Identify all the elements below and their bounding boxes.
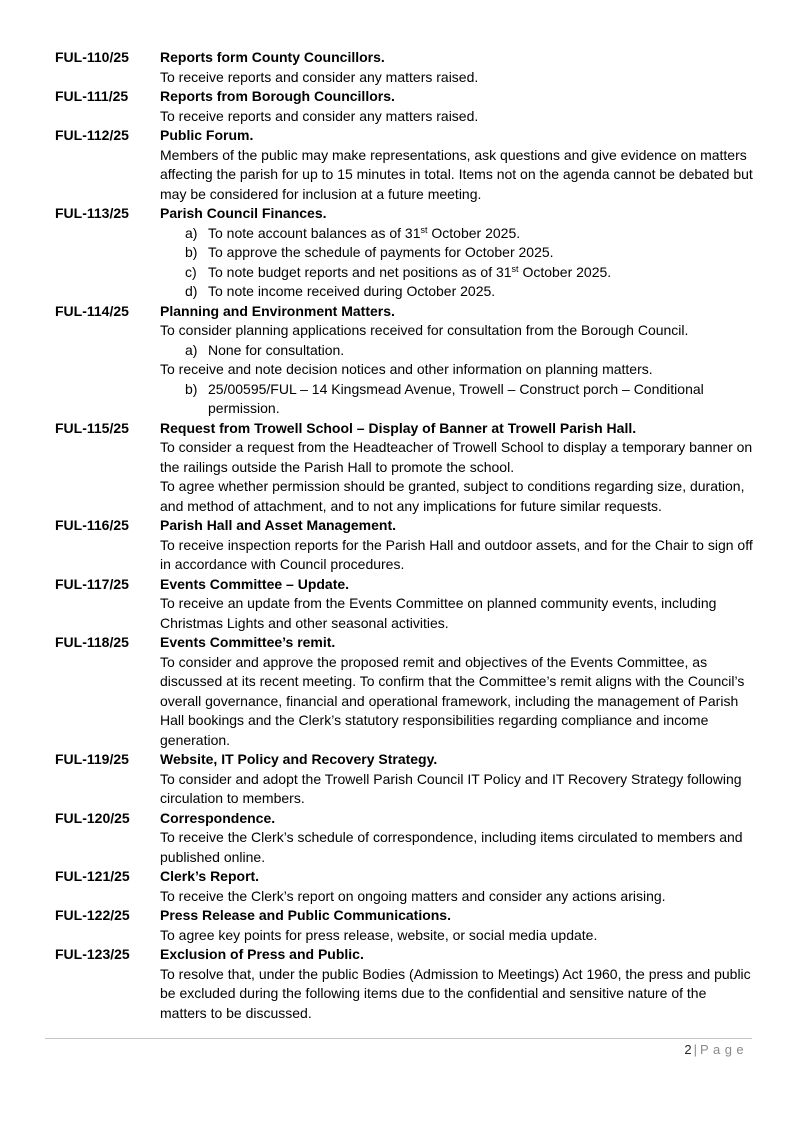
- agenda-item-title: Website, IT Policy and Recovery Strategy.: [160, 751, 438, 767]
- sub-item-marker: a): [185, 224, 198, 241]
- agenda-item-title: Events Committee – Update.: [160, 575, 350, 592]
- sub-item-marker: b): [185, 244, 198, 260]
- agenda-item: [55, 575, 755, 634]
- agenda-paragraph: To receive the Clerk’s schedule of correspondence, including items circulated to members and published online.: [160, 829, 743, 865]
- agenda-item-title: Parish Hall and Asset Management.: [160, 517, 396, 533]
- agenda-item-ref: FUL-113/25: [55, 205, 129, 221]
- agenda-item-ref: FUL-119/25: [55, 751, 129, 767]
- agenda-item-content: [160, 906, 755, 945]
- agenda-item-title: Public Forum.: [160, 127, 254, 143]
- agenda-paragraph: To consider a request from the Headteacher of Trowell School to display a temporary banner on the railings outside the Parish Hall to promote the school.: [160, 439, 753, 475]
- agenda-item-title: Correspondence.: [160, 809, 276, 826]
- agenda-item: [55, 48, 755, 87]
- agenda-item-ref: FUL-122/25: [55, 907, 130, 923]
- agenda-item-ref: FUL-116/25: [55, 517, 129, 533]
- agenda-item-title: Clerk’s Report.: [160, 868, 260, 884]
- agenda-item: [55, 809, 755, 868]
- agenda-item-ref: FUL-114/25: [55, 302, 129, 319]
- agenda-item-title: Events Committee’s remit.: [160, 634, 336, 650]
- footer-page-indicator: [45, 1042, 752, 1058]
- sub-item-text: To note budget reports and net positions as of 31st October 2025.: [208, 263, 612, 280]
- agenda-item-content: [160, 419, 755, 517]
- sub-item-text: To note income received during October 2025.: [208, 283, 496, 299]
- agenda-item-content: [160, 516, 755, 575]
- page-label: Page: [699, 1042, 748, 1057]
- agenda-item-ref: FUL-118/25: [55, 634, 129, 650]
- agenda-item-title: Exclusion of Press and Public.: [160, 946, 364, 962]
- page-footer: [45, 1038, 752, 1058]
- agenda-item-content: [160, 945, 755, 1023]
- agenda-item-title: Request from Trowell School – Display of Banner at Trowell Parish Hall.: [160, 419, 637, 436]
- agenda-paragraph: To receive reports and consider any matters raised.: [160, 68, 479, 85]
- sub-item-marker: a): [185, 341, 198, 358]
- agenda-item-content: [160, 48, 755, 87]
- agenda-item-title: Press Release and Public Communications.: [160, 907, 451, 923]
- superscript-ordinal: st: [511, 264, 519, 274]
- agenda-item: [55, 87, 755, 126]
- agenda-item-ref: FUL-121/25: [55, 868, 130, 884]
- agenda-paragraph: To consider and approve the proposed remit and objectives of the Events Committee, as discussed at its recent meeting. To confirm that the Committee’s remit aligns with the Council’s overall governance, financial and operational framework, including the management of Parish Hall bookings and the Clerk’s statutory responsibilities regarding compliance and income generation.: [160, 653, 745, 748]
- agenda-item-ref: FUL-120/25: [55, 809, 130, 826]
- agenda-item: [55, 906, 755, 945]
- agenda-paragraph: To consider planning applications received for consultation from the Borough Council.: [160, 322, 689, 338]
- agenda-paragraph: To receive reports and consider any matters raised.: [160, 107, 479, 124]
- agenda-item-content: [160, 87, 755, 126]
- agenda-item-title: Reports from Borough Councillors.: [160, 88, 395, 104]
- agenda-paragraph: To receive the Clerk’s report on ongoing matters and consider any actions arising.: [160, 887, 666, 904]
- superscript-ordinal: st: [420, 225, 428, 235]
- agenda-item-content: [160, 575, 755, 634]
- agenda-sub-item: [160, 341, 755, 361]
- sub-item-text: To approve the schedule of payments for October 2025.: [208, 244, 554, 260]
- agenda-item: [55, 204, 755, 302]
- agenda-item-ref: FUL-110/25: [55, 49, 129, 65]
- agenda-paragraph: To receive and note decision notices and other information on planning matters.: [160, 361, 653, 377]
- agenda-item-content: [160, 633, 755, 750]
- agenda-item: [55, 750, 755, 809]
- agenda-item: [55, 867, 755, 906]
- agenda-item-content: [160, 302, 755, 419]
- sub-item-text: None for consultation.: [208, 341, 345, 358]
- agenda-sub-item: [160, 243, 755, 263]
- agenda-paragraph: To consider and adopt the Trowell Parish Council IT Policy and IT Recovery Strategy following circulation to members.: [160, 770, 742, 806]
- agenda-sub-item: [160, 380, 755, 419]
- agenda-item-title: Planning and Environment Matters.: [160, 302, 395, 319]
- agenda-list: [55, 48, 755, 1023]
- agenda-item-content: [160, 809, 755, 868]
- agenda-sub-item: [160, 263, 755, 283]
- agenda-item-ref: FUL-123/25: [55, 946, 130, 962]
- agenda-paragraph: To receive an update from the Events Committee on planned community events, including Christmas Lights and other seasonal activities.: [160, 595, 717, 631]
- page-number: 2: [684, 1042, 692, 1057]
- agenda-paragraph: Members of the public may make representations, ask questions and give evidence on matters affecting the parish for up to 15 minutes in total. Items not on the agenda cannot be debated but may be considered for inclusion at a future meeting.: [160, 146, 753, 202]
- agenda-paragraph: To agree whether permission should be granted, subject to conditions regarding size, duration, and method of attachment, and to not any implications for future similar requests.: [160, 478, 745, 514]
- agenda-item: [55, 419, 755, 517]
- agenda-item-content: [160, 204, 755, 302]
- sub-item-marker: c): [185, 263, 197, 280]
- agenda-item-ref: FUL-115/25: [55, 419, 129, 436]
- agenda-paragraph: To receive inspection reports for the Parish Hall and outdoor assets, and for the Chair to sign off in accordance with Council procedures.: [160, 536, 753, 572]
- footer-separator: |: [693, 1042, 697, 1057]
- agenda-item-ref: FUL-117/25: [55, 575, 129, 592]
- agenda-sub-item: [160, 224, 755, 244]
- footer-divider: [45, 1038, 752, 1039]
- agenda-item-ref: FUL-112/25: [55, 127, 129, 143]
- agenda-item-content: [160, 867, 755, 906]
- agenda-paragraph: To resolve that, under the public Bodies (Admission to Meetings) Act 1960, the press and public be excluded during the following items due to the confidential and sensitive nature of the matters to be discussed.: [160, 965, 751, 1021]
- sub-item-text: To note account balances as of 31st October 2025.: [208, 224, 521, 241]
- agenda-item-content: [160, 126, 755, 204]
- agenda-item: [55, 633, 755, 750]
- agenda-item: [55, 945, 755, 1023]
- agenda-item: [55, 302, 755, 419]
- sub-item-marker: b): [185, 380, 198, 397]
- agenda-item: [55, 516, 755, 575]
- agenda-paragraph: To agree key points for press release, website, or social media update.: [160, 926, 598, 943]
- agenda-item-title: Parish Council Finances.: [160, 205, 327, 221]
- agenda-item: [55, 126, 755, 204]
- agenda-item-content: [160, 750, 755, 809]
- agenda-item-ref: FUL-111/25: [55, 88, 129, 104]
- sub-item-text: 25/00595/FUL – 14 Kingsmead Avenue, Trowell – Construct porch – Conditional permission.: [208, 380, 704, 416]
- sub-item-marker: d): [185, 283, 198, 299]
- agenda-item-title: Reports form County Councillors.: [160, 49, 385, 65]
- agenda-sub-item: [160, 282, 755, 302]
